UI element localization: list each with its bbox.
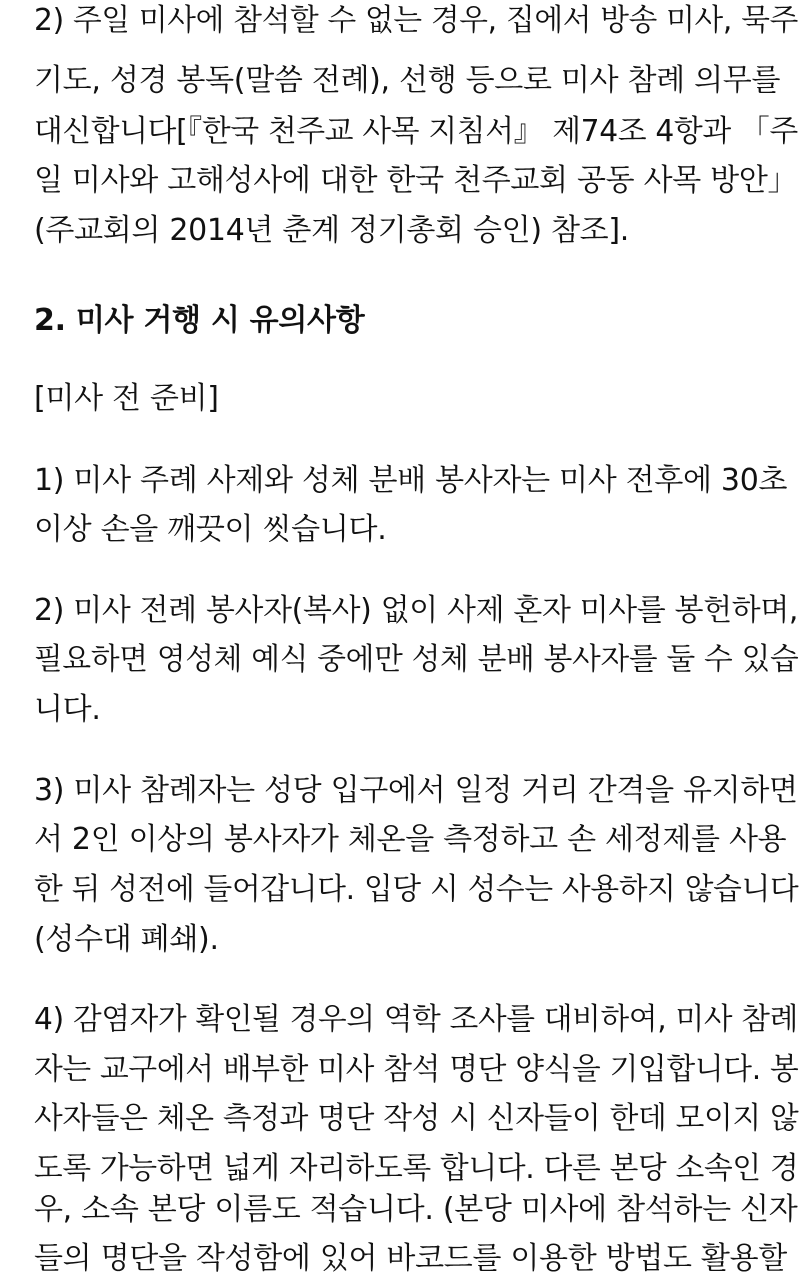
- text-line: 1) 미사 주례 사제와 성체 분배 봉사자는 미사 전후에 30초: [34, 463, 788, 498]
- text-line: 3) 미사 참례자는 성당 입구에서 일정 거리 간격을 유지하면: [34, 773, 798, 808]
- text-line: 2) 미사 전례 봉사자(복사) 없이 사제 혼자 미사를 봉헌하며,: [34, 593, 799, 628]
- text-line: 필요하면 영성체 예식 중에만 성체 분배 봉사자를 둘 수 있습: [34, 642, 799, 677]
- text-line: 우, 소속 본당 이름도 적습니다. (본당 미사에 참석하는 신자: [34, 1192, 798, 1227]
- text-line: 한 뒤 성전에 들어갑니다. 입당 시 성수는 사용하지 않습니다: [34, 872, 799, 907]
- text-line: 자는 교구에서 배부한 미사 참석 명단 양식을 기입합니다. 봉: [34, 1052, 799, 1087]
- text-line: 사자들은 체온 측정과 명단 작성 시 신자들이 한데 모이지 않: [34, 1101, 799, 1136]
- text-line: 도록 가능하면 넓게 자리하도록 합니다. 다른 본당 소속인 경: [34, 1151, 799, 1186]
- text-line: 니다.: [34, 692, 101, 727]
- text-line: 기도, 성경 봉독(말씀 전례), 선행 등으로 미사 참례 의무를: [34, 63, 781, 98]
- text-line: 4) 감염자가 확인될 경우의 역학 조사를 대비하여, 미사 참례: [34, 1002, 799, 1037]
- text-line: 일 미사와 고해성사에 대한 한국 천주교회 공동 사목 방안」: [34, 163, 798, 198]
- text-line: 대신합니다[『한국 천주교 사목 지침서』 제74조 4항과 「주: [34, 114, 798, 149]
- subsection-label: [미사 전 준비]: [34, 381, 219, 416]
- text-line: 이상 손을 깨끗이 씻습니다.: [34, 512, 387, 547]
- text-line: (주교회의 2014년 춘계 정기총회 승인) 참조].: [34, 213, 629, 248]
- text-line: 들의 명단을 작성함에 있어 바코드를 이용한 방법도 활용할: [34, 1241, 787, 1276]
- text-line: (성수대 폐쇄).: [34, 922, 219, 957]
- section-heading: 2. 미사 거행 시 유의사항: [34, 303, 365, 338]
- text-line: 서 2인 이상의 봉사자가 체온을 측정하고 손 세정제를 사용: [34, 822, 787, 857]
- text-line: 2) 주일 미사에 참석할 수 없는 경우, 집에서 방송 미사, 묵주: [34, 3, 798, 38]
